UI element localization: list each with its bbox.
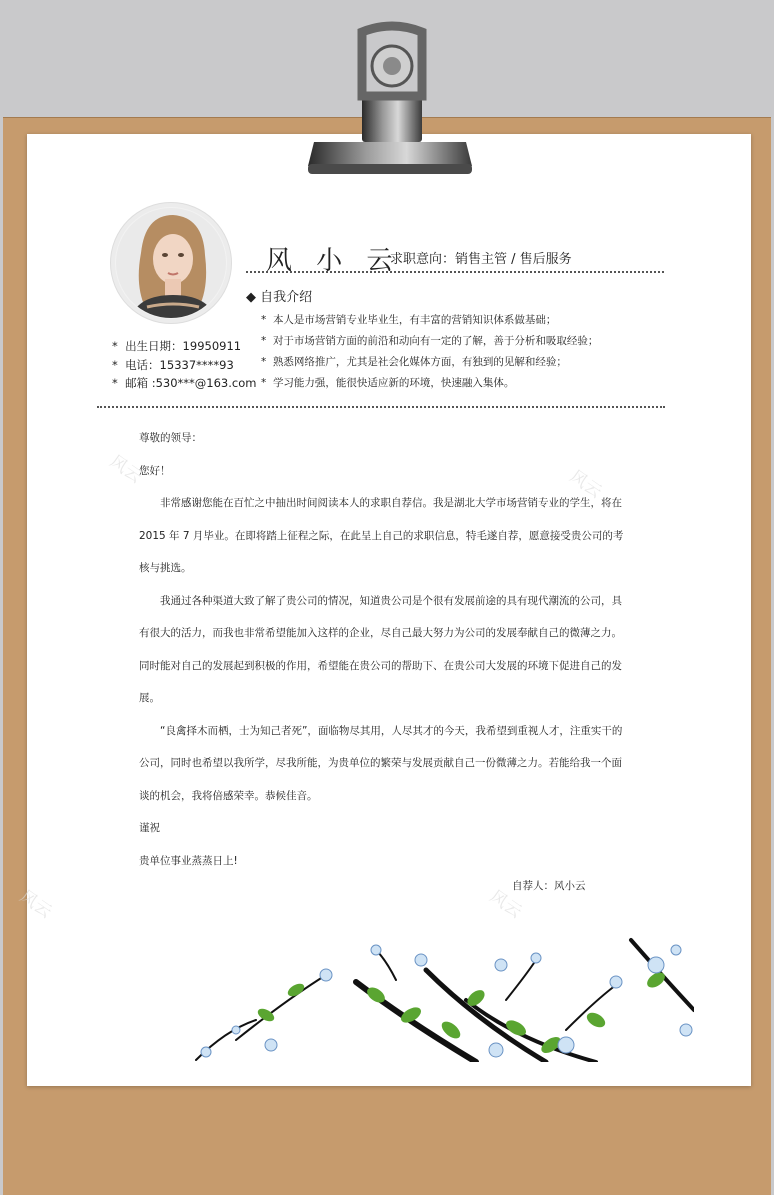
letter-line: 公司，同时也希望以我所学，尽我所能，为贵单位的繁荣与发展贡献自己一份微薄之力。若能给我一个面 bbox=[139, 757, 622, 769]
letter-line: 展。 bbox=[139, 692, 160, 704]
watermark: 风云 bbox=[485, 886, 526, 923]
binder-clip-icon bbox=[290, 18, 490, 188]
cover-letter bbox=[139, 422, 644, 877]
list-item: * 本人是市场营销专业毕业生，有丰富的营销知识体系做基础； bbox=[261, 314, 557, 326]
watermark: 风云 bbox=[105, 451, 146, 488]
letter-line: 我通过各种渠道大致了解了贵公司的情况，知道贵公司是个很有发展前途的具有现代潮流的公司，具 bbox=[160, 594, 622, 607]
list-item: * 对于市场营销方面的前沿和动向有一定的了解，善于分析和吸取经验； bbox=[261, 335, 599, 347]
email: * 邮箱 :530***@163.com bbox=[112, 376, 257, 390]
job-intention: 求职意向：销售主管 / 售后服务 bbox=[390, 252, 572, 267]
diamond-icon: ◆ bbox=[246, 290, 256, 305]
letter-greeting: 尊敬的领导： bbox=[139, 432, 202, 444]
self-intro-heading bbox=[246, 286, 312, 305]
letter-wish: 贵单位事业蒸蒸日上! bbox=[139, 854, 238, 867]
letter-line: “良禽择木而栖，士为知己者死”，面临物尽其用，人尽其才的今天，我希望到重视人才，注重实干的 bbox=[160, 724, 623, 737]
watermark: 风云 bbox=[565, 466, 606, 503]
self-intro-title: 自我介绍 bbox=[260, 290, 313, 305]
phone: * 电话：15337****93 bbox=[112, 357, 234, 372]
letter-line: 2015 年 7 月毕业。在即将踏上征程之际，在此呈上自己的求职信息，特毛遂自荐，愿意接受贵公司的考 bbox=[139, 529, 624, 542]
self-intro-list bbox=[261, 310, 598, 394]
section-divider bbox=[97, 406, 665, 408]
letter-signature: 自荐人：风小云 bbox=[512, 880, 586, 892]
letter-closing: 谨祝 bbox=[139, 822, 160, 834]
letter-hello: 您好！ bbox=[139, 464, 171, 477]
list-item: * 熟悉网络推广，尤其是社会化媒体方面，有独到的见解和经验； bbox=[261, 356, 567, 368]
flower-branch-icon bbox=[176, 920, 694, 1062]
birth-date: * 出生日期：19950911 bbox=[112, 339, 242, 353]
letter-line: 非常感谢您能在百忙之中抽出时间阅读本人的求职自荐信。我是湖北大学市场营销专业的学生，将在 bbox=[160, 497, 622, 509]
letter-line: 同时能对自己的发展起到积极的作用，希望能在贵公司的帮助下、在贵公司大发展的环境下促进自己的发 bbox=[139, 659, 622, 672]
candidate-name: 风 小 云 bbox=[266, 246, 401, 276]
avatar-photo-icon bbox=[111, 203, 231, 323]
letter-line: 谈的机会，我将倍感荣幸。恭候佳音。 bbox=[139, 789, 318, 802]
watermark: 风云 bbox=[15, 886, 56, 923]
avatar bbox=[111, 203, 231, 323]
letter-line: 核与挑选。 bbox=[139, 562, 192, 574]
list-item: * 学习能力强，能很快适应新的环境，快速融入集体。 bbox=[261, 377, 515, 389]
letter-line: 有很大的活力，而我也非常希望能加入这样的企业，尽自己最大努力为公司的发展奉献自己的微薄之力。 bbox=[139, 627, 622, 639]
contact-info bbox=[112, 337, 256, 393]
header-divider bbox=[246, 271, 664, 273]
